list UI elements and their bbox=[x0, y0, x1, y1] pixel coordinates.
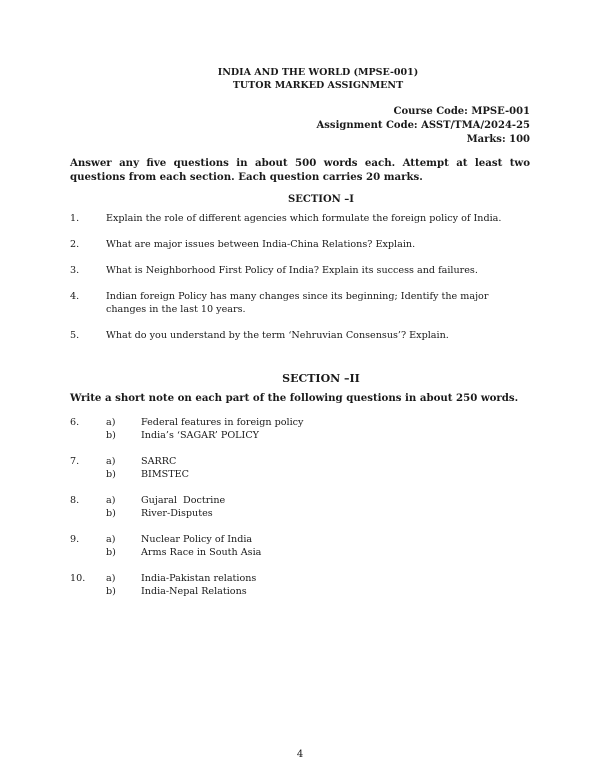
question-item bbox=[70, 494, 530, 520]
question-text: Indian foreign Policy has many changes since its beginning; Identify the major changes in the last 10 years. bbox=[106, 291, 489, 315]
part-text: India-Pakistan relations bbox=[141, 573, 257, 584]
question-number: 4. bbox=[70, 291, 80, 302]
part-text: Gujaral Doctrine bbox=[141, 495, 226, 506]
question-number: 6. bbox=[70, 417, 80, 428]
question-number: 9. bbox=[70, 534, 80, 545]
title-block bbox=[0, 66, 600, 92]
part-text: India’s ‘SAGAR’ POLICY bbox=[141, 430, 260, 441]
course-title: INDIA AND THE WORLD (MPSE-001) bbox=[217, 67, 419, 78]
question-text: Explain the role of different agencies which formulate the foreign policy of India. bbox=[106, 213, 502, 224]
question-item bbox=[70, 533, 530, 559]
part-label: b) bbox=[106, 586, 116, 597]
part-text: Federal features in foreign policy bbox=[141, 417, 304, 428]
question-text: What do you understand by the term ‘Nehruvian Consensus’? Explain. bbox=[106, 330, 449, 341]
meta-block bbox=[317, 105, 530, 147]
course-code: Course Code: MPSE-001 bbox=[393, 106, 530, 117]
question-item bbox=[70, 290, 530, 316]
question-number: 1. bbox=[70, 213, 80, 224]
question-number: 8. bbox=[70, 495, 80, 506]
section-1-questions bbox=[70, 212, 530, 355]
part-text: Arms Race in South Asia bbox=[141, 547, 262, 558]
part-text: BIMSTEC bbox=[141, 469, 189, 480]
question-number: 2. bbox=[70, 239, 80, 250]
part-label: a) bbox=[106, 456, 116, 467]
section-2-heading: SECTION –II bbox=[282, 372, 360, 385]
part-text: SARRC bbox=[141, 456, 177, 467]
general-instructions: Answer any five questions in about 500 words each. Attempt at least two questions from each section. Each question carries 20 marks. bbox=[70, 157, 530, 183]
question-item bbox=[70, 238, 530, 251]
part-label: a) bbox=[106, 534, 116, 545]
part-label: b) bbox=[106, 469, 116, 480]
section-1-heading: SECTION –I bbox=[288, 194, 354, 205]
part-label: b) bbox=[106, 508, 116, 519]
part-label: a) bbox=[106, 417, 116, 428]
assignment-type: TUTOR MARKED ASSIGNMENT bbox=[232, 80, 404, 91]
part-text: India-Nepal Relations bbox=[141, 586, 247, 597]
assignment-code: Assignment Code: ASST/TMA/2024-25 bbox=[316, 120, 530, 131]
part-text: Nuclear Policy of India bbox=[141, 534, 253, 545]
question-number: 7. bbox=[70, 456, 80, 467]
question-item bbox=[70, 264, 530, 277]
question-text: What are major issues between India-China Relations? Explain. bbox=[106, 239, 416, 250]
page-number: 4 bbox=[296, 749, 304, 760]
question-item bbox=[70, 212, 530, 225]
question-text: What is Neighborhood First Policy of India? Explain its success and failures. bbox=[106, 265, 478, 276]
question-item bbox=[70, 416, 530, 442]
section-2-questions bbox=[70, 416, 530, 611]
marks: Marks: 100 bbox=[466, 134, 530, 145]
question-item bbox=[70, 455, 530, 481]
part-label: a) bbox=[106, 495, 116, 506]
section-2-instruction: Write a short note on each part of the following questions in about 250 words. bbox=[70, 392, 519, 404]
question-number: 3. bbox=[70, 265, 80, 276]
question-number: 5. bbox=[70, 330, 80, 341]
question-number: 10. bbox=[70, 573, 86, 584]
part-label: b) bbox=[106, 547, 116, 558]
question-item bbox=[70, 329, 530, 342]
question-item bbox=[70, 572, 530, 598]
part-text: River-Disputes bbox=[141, 508, 213, 519]
part-label: a) bbox=[106, 573, 116, 584]
part-label: b) bbox=[106, 430, 116, 441]
